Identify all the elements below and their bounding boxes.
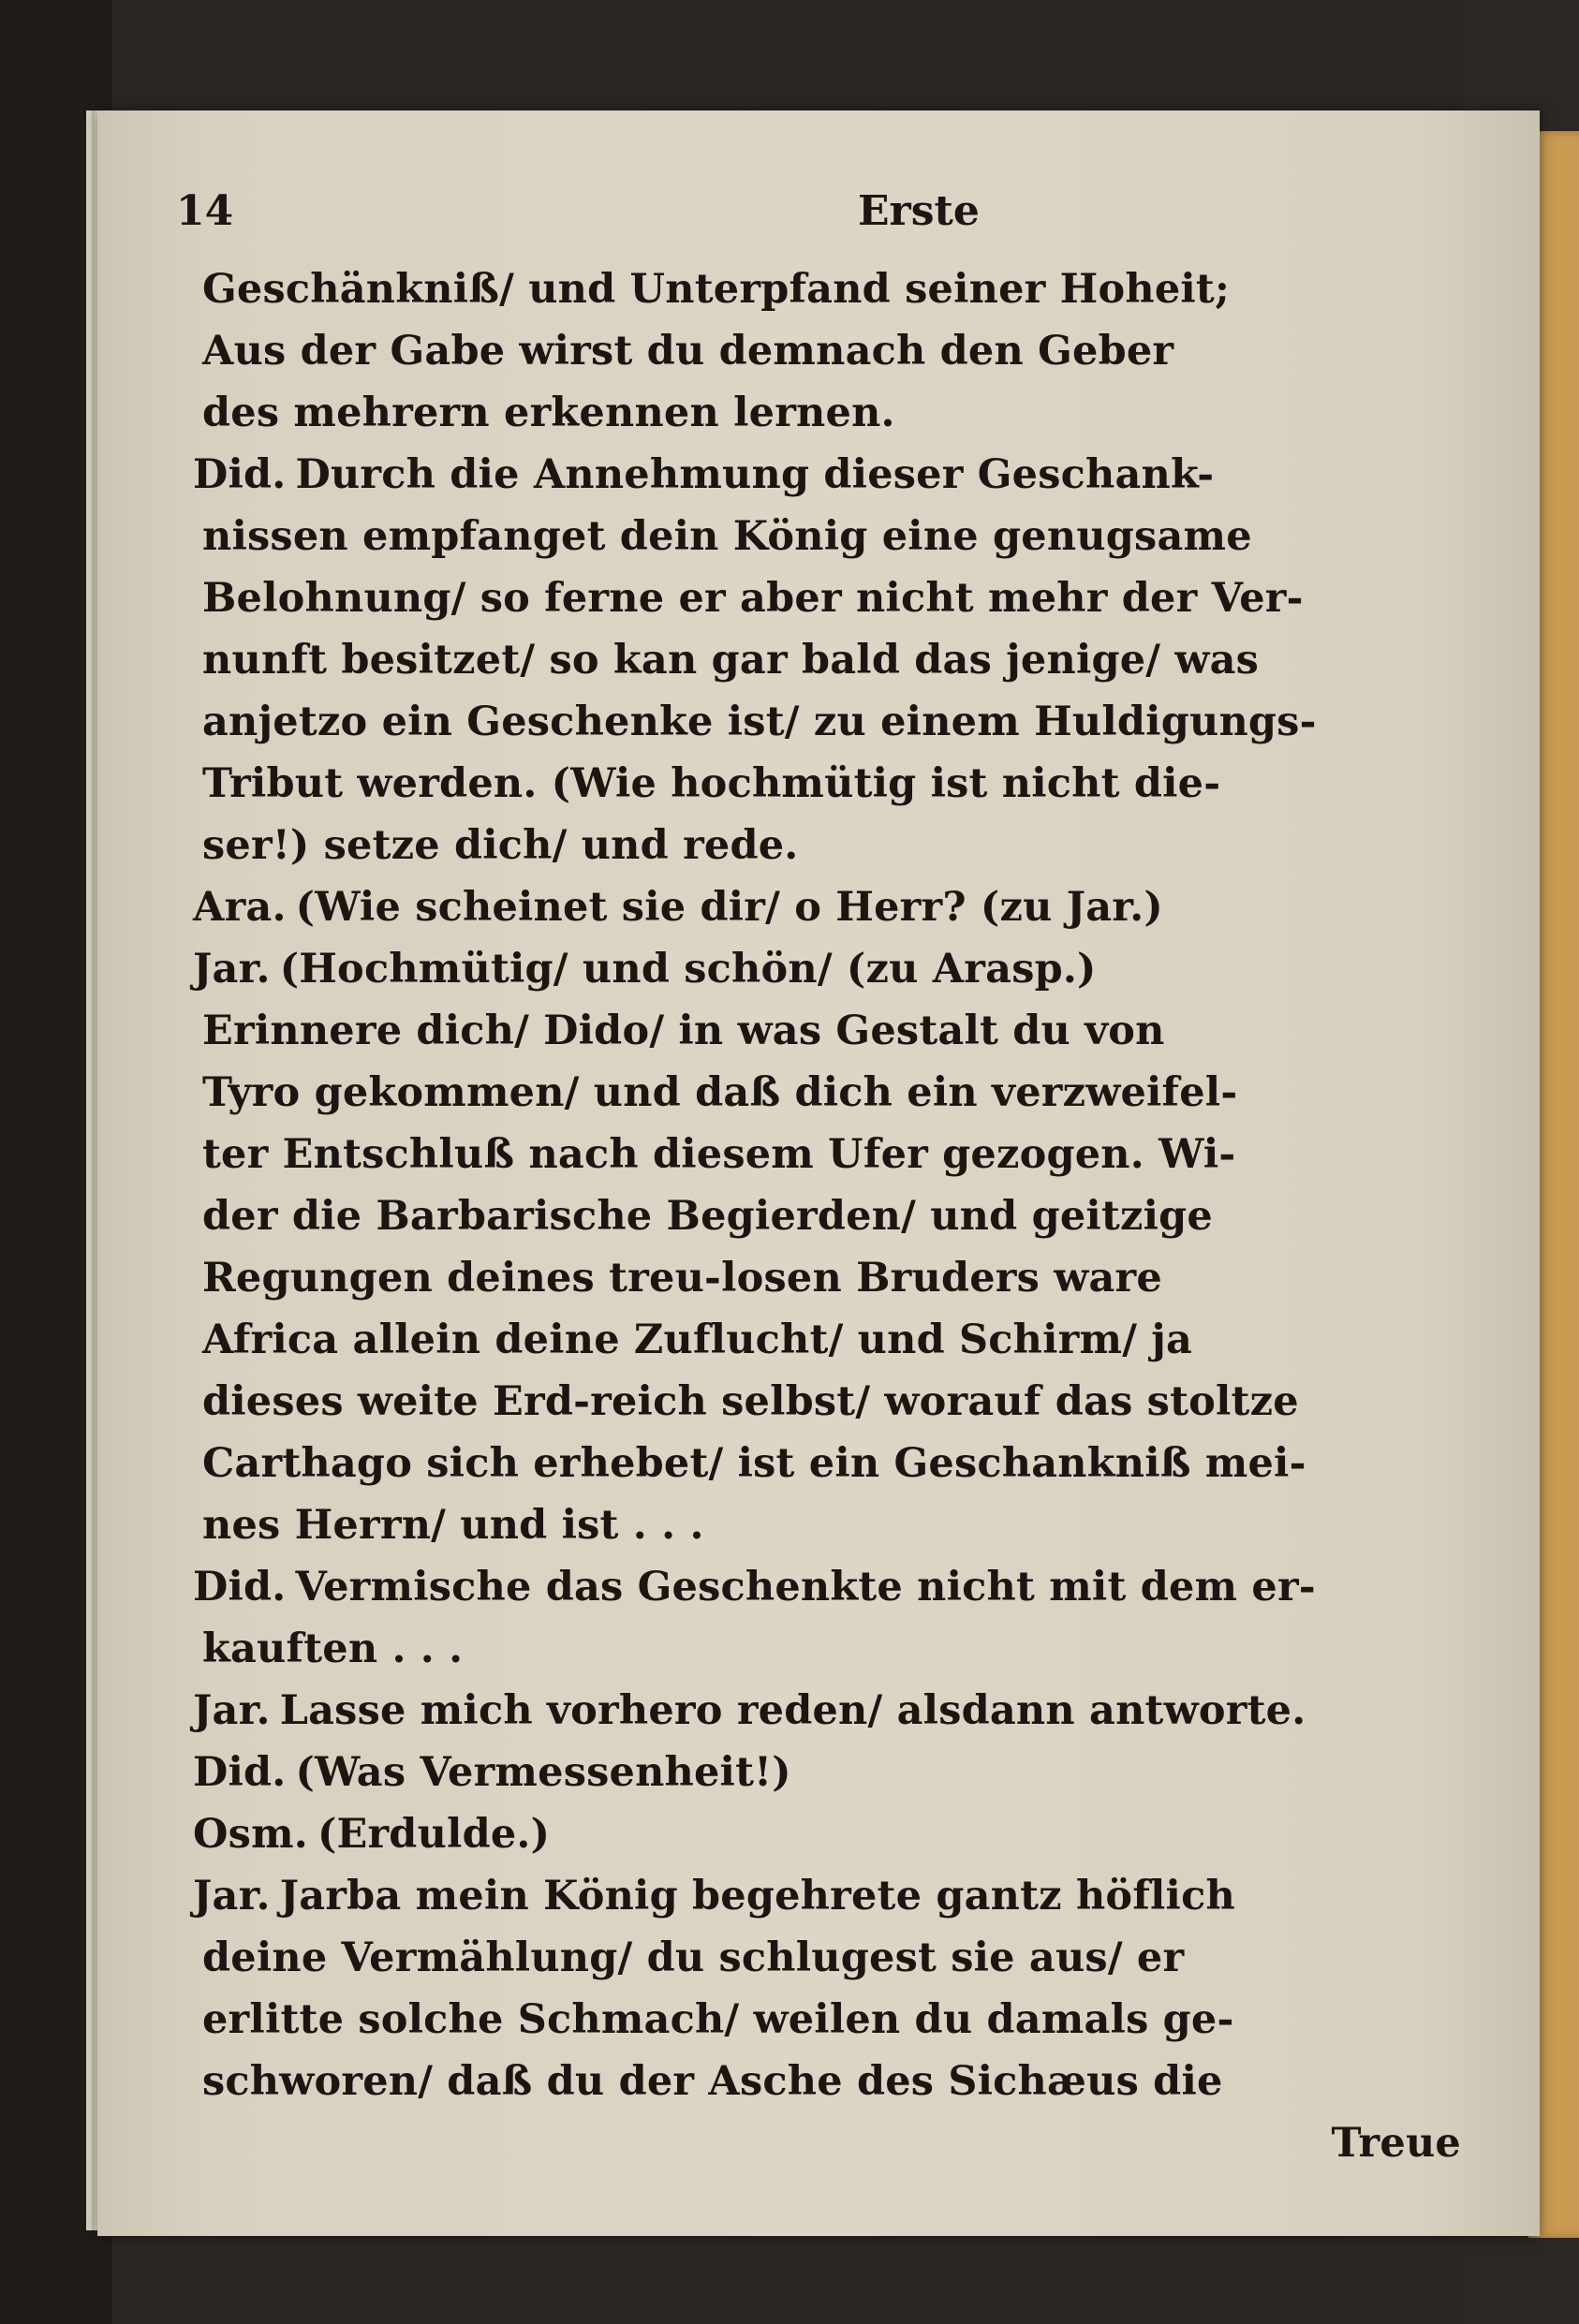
line-text: nunft besitzet/ so kan gar bald das jenige/ was — [202, 637, 1260, 684]
text-line — [202, 1062, 1461, 1124]
line-text: Belohnung/ so ferne er aber nicht mehr der Ver- — [202, 575, 1304, 622]
text-line — [202, 2051, 1461, 2112]
line-text: Erinnere dich/ Dido/ in was Gestalt du von — [202, 1008, 1165, 1054]
line-text: ter Entschluß nach diesem Ufer gezogen. Wi- — [202, 1131, 1236, 1178]
line-text: Regungen deines treu-losen Bruders ware — [202, 1255, 1162, 1302]
text-line — [202, 1185, 1461, 1247]
text-line — [202, 320, 1461, 382]
text-line — [202, 1433, 1461, 1494]
text-line — [202, 1309, 1461, 1371]
line-text: erlitte solche Schmach/ weilen du damals ge- — [202, 1996, 1234, 2043]
text-line — [202, 815, 1461, 876]
text-line — [202, 629, 1461, 691]
line-text: (Hochmütig/ und schön/ (zu Arasp.) — [279, 946, 1097, 993]
text-line — [202, 1124, 1461, 1185]
line-text: Durch die Annehmung dieser Geschank- — [295, 451, 1215, 498]
text-line — [193, 876, 1461, 938]
speaker-label: Ara. — [193, 884, 287, 931]
speaker-label: Osm. — [193, 1811, 308, 1858]
line-text: Jarba mein König begehrete gantz höflich — [279, 1873, 1235, 1920]
text-line — [202, 1494, 1461, 1556]
text-line — [202, 1000, 1461, 1062]
line-text: schworen/ daß du der Asche des Sichæus die — [202, 2058, 1223, 2105]
line-text: deine Vermählung/ du schlugest sie aus/ er — [202, 1934, 1185, 1981]
text-line — [193, 1803, 1461, 1865]
speaker-label: Did. — [193, 451, 287, 498]
line-text: Aus der Gabe wirst du demnach den Geber — [202, 328, 1174, 375]
text-line — [193, 1556, 1461, 1618]
line-text: dieses weite Erd-reich selbst/ worauf das stoltze — [202, 1378, 1299, 1425]
page-number: 14 — [176, 187, 234, 235]
speaker-label: Did. — [193, 1749, 287, 1796]
line-text: Tribut werden. (Wie hochmütig ist nicht die- — [202, 760, 1221, 807]
running-head: Erste — [858, 187, 980, 235]
speaker-label: Jar. — [193, 1873, 271, 1920]
text-line — [202, 382, 1461, 444]
text-line — [202, 753, 1461, 815]
text-line — [193, 1742, 1461, 1803]
line-text: der die Barbarische Begierden/ und geitzige — [202, 1193, 1213, 1240]
line-text: anjetzo ein Geschenke ist/ zu einem Huldigungs- — [202, 699, 1317, 745]
text-line — [193, 938, 1461, 1000]
text-line — [202, 506, 1461, 567]
speaker-label: Did. — [193, 1564, 287, 1611]
line-text: Carthago sich erhebet/ ist ein Geschankniß mei- — [202, 1440, 1306, 1487]
line-text: Geschänkniß/ und Unterpfand seiner Hoheit; — [202, 266, 1231, 313]
line-text: (Wie scheinet sie dir/ o Herr? (zu Jar.) — [295, 884, 1163, 931]
text-line — [193, 1865, 1461, 1927]
text-line — [202, 1371, 1461, 1433]
line-text: ser!) setze dich/ und rede. — [202, 822, 799, 869]
text-line — [202, 567, 1461, 629]
line-text: nissen empfanget dein König eine genugsame — [202, 513, 1252, 560]
line-text: kauften . . . — [202, 1625, 464, 1672]
text-line — [193, 1680, 1461, 1742]
speaker-label: Jar. — [193, 1687, 271, 1734]
text-line — [202, 258, 1461, 320]
text-line — [202, 691, 1461, 753]
line-text: (Erdulde.) — [317, 1811, 551, 1858]
line-text: (Was Vermessenheit!) — [295, 1749, 791, 1796]
text-line — [193, 444, 1461, 506]
text-line — [202, 1618, 1461, 1680]
line-text: Vermische das Geschenkte nicht mit dem er- — [295, 1564, 1316, 1611]
text-line — [202, 1927, 1461, 1989]
line-text: Tyro gekommen/ und daß dich ein verzweifel- — [202, 1069, 1238, 1116]
catchword: Treue — [1331, 2120, 1461, 2167]
line-text: Africa allein deine Zuflucht/ und Schirm/ ja — [202, 1316, 1193, 1363]
line-text: nes Herrn/ und ist . . . — [202, 1502, 704, 1549]
text-line — [202, 1989, 1461, 2051]
speaker-label: Jar. — [193, 946, 271, 993]
line-text: Lasse mich vorhero reden/ alsdann antworte. — [279, 1687, 1306, 1734]
text-line — [202, 1247, 1461, 1309]
line-text: des mehrern erkennen lernen. — [202, 390, 895, 436]
